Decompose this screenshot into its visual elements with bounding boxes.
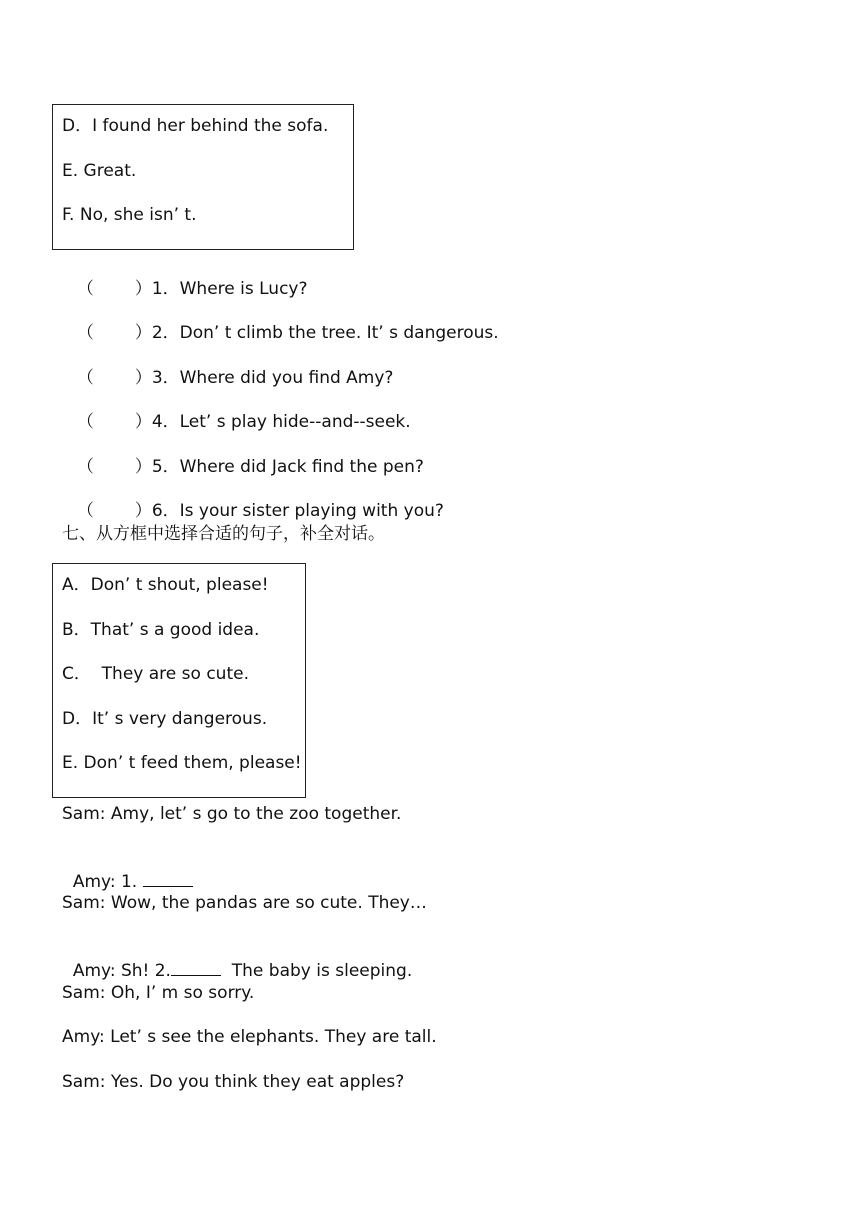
answer-paren-open: （ (76, 279, 94, 299)
answer-blank-1[interactable] (143, 870, 193, 887)
dialogue-line-3: Sam: Wow, the pandas are so cute. They… (62, 893, 427, 913)
dialogue-text: Amy: Sh! 2. (72, 961, 171, 981)
answer-paren-open: （ (76, 412, 94, 432)
option-e: E. Great. (62, 161, 137, 181)
dialogue-line-7: Sam: Yes. Do you think they eat apples? (62, 1072, 405, 1092)
answer-paren-close: ） (134, 368, 152, 388)
answer-paren-close: ） (134, 501, 152, 521)
option-e2: E. Don’ t feed them, please! (62, 753, 302, 773)
dialogue-line-2 (62, 848, 193, 893)
option-c: C． They are so cute. (62, 664, 249, 684)
question-1 (66, 256, 308, 300)
question-text: 1．Where is Lucy? (151, 279, 308, 299)
answer-paren-close: ） (134, 279, 152, 299)
answer-paren-close: ） (134, 323, 152, 343)
question-4 (66, 389, 411, 433)
question-3 (66, 345, 393, 389)
question-6 (66, 478, 444, 522)
dialogue-line-4 (62, 937, 412, 982)
answer-paren-close: ） (134, 457, 152, 477)
dialogue-text: Amy: 1. (72, 872, 143, 892)
dialogue-line-1: Sam: Amy, let’ s go to the zoo together. (62, 804, 402, 824)
answer-blank-2[interactable] (171, 959, 221, 976)
dialogue-line-5: Sam: Oh, I’ m so sorry. (62, 983, 255, 1003)
option-d: D．I found her behind the sofa. (62, 116, 329, 136)
answer-paren-open: （ (76, 457, 94, 477)
dialogue-line-6: Amy: Let’ s see the elephants. They are tall. (62, 1027, 437, 1047)
question-text: 4．Let’ s play hide--and--seek. (151, 412, 411, 432)
question-text: 2．Don’ t climb the tree. It’ s dangerous. (151, 323, 499, 343)
option-b: B．That’ s a good idea. (62, 620, 260, 640)
section-7-heading: 七、从方框中选择合适的句子，补全对话。 (62, 524, 385, 544)
answer-paren-open: （ (76, 501, 94, 521)
dialogue-text-after: The baby is sleeping. (220, 961, 413, 981)
option-a: A．Don’ t shout, please! (62, 575, 269, 595)
question-text: 5．Where did Jack find the pen? (151, 457, 424, 477)
question-text: 6．Is your sister playing with you? (151, 501, 444, 521)
answer-paren-open: （ (76, 323, 94, 343)
question-text: 3．Where did you find Amy? (151, 368, 394, 388)
question-2 (66, 300, 499, 344)
answer-paren-open: （ (76, 368, 94, 388)
answer-paren-close: ） (134, 412, 152, 432)
question-5 (66, 434, 424, 478)
option-d2: D．It’ s very dangerous. (62, 709, 268, 729)
option-f: F. No, she isn’ t. (62, 205, 197, 225)
